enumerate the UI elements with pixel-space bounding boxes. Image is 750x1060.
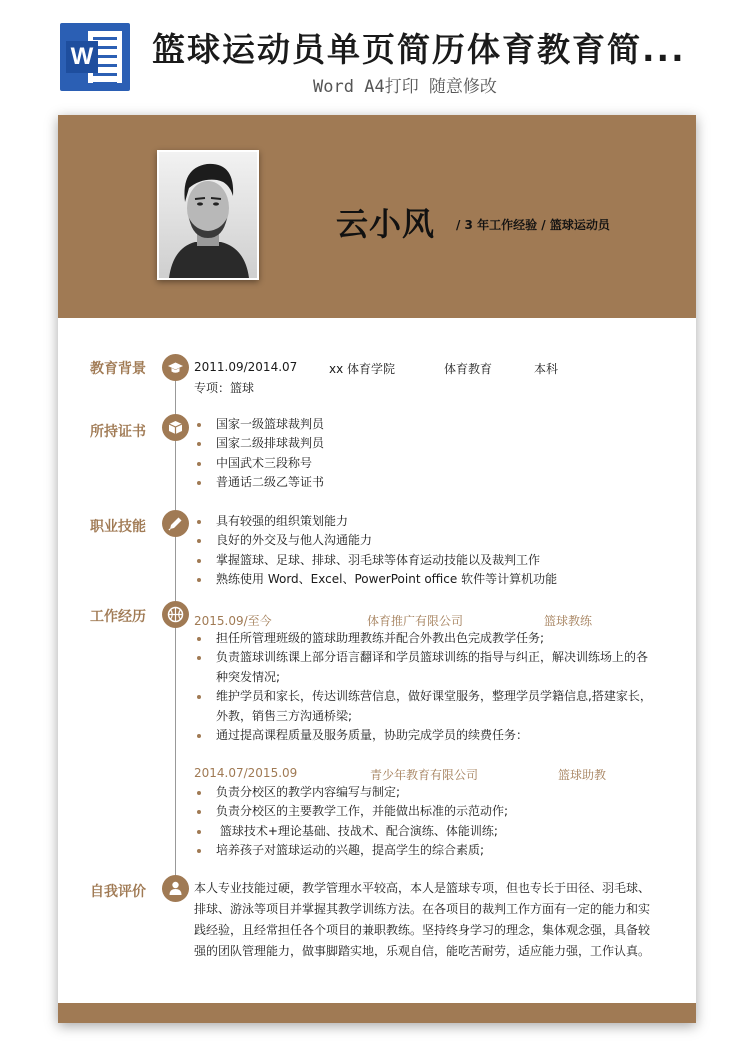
job-2-company: 青少年教育有限公司 [370, 768, 479, 782]
list-item: 普通话二级乙等证书 [194, 473, 324, 492]
document-subtitle: Word A4打印 随意修改 [313, 77, 497, 97]
list-item: 国家二级排球裁判员 [194, 434, 324, 453]
job-2-period: 2014.07/2015.09 [194, 766, 298, 780]
education-row [194, 360, 297, 374]
job-1-role: 篮球教练 [544, 614, 593, 628]
section-title-certificates: 所持证书 [90, 424, 146, 440]
list-item: 负责分校区的主要教学工作，并能做出标准的示范动作; [194, 802, 508, 821]
section-title-work: 工作经历 [90, 609, 146, 625]
education-degree: 本科 [534, 362, 559, 376]
list-item: 担任所管理班级的篮球助理教练并配合外教出色完成教学任务; [194, 629, 652, 648]
profile-photo [157, 150, 259, 280]
education-focus: 专项：篮球 [194, 381, 255, 395]
list-item: 负责篮球训练课上部分语言翻译和学员篮球训练的指导与纠正，解决训练场上的各 种突发情况; [194, 648, 652, 687]
job-2-role: 篮球助教 [558, 768, 607, 782]
list-item: 中国武术三段称号 [194, 454, 324, 473]
section-title-self-eval: 自我评价 [90, 884, 146, 900]
section-title-education: 教育背景 [90, 361, 146, 377]
document-title: 篮球运动员单页简历体育教育简... [152, 30, 686, 69]
list-item: 维护学员和家长，传达训练营信息，做好课堂服务，整理学员学籍信息,搭建家长， 外教，销售三方沟通桥梁; [194, 687, 652, 726]
candidate-name: 云小风 [336, 205, 436, 243]
job-1-company: 体育推广有限公司 [367, 614, 464, 628]
list-item: 培养孩子对篮球运动的兴趣，提高学生的综合素质; [194, 841, 508, 860]
job-1-period: 2015.09/至今 [194, 614, 272, 628]
education-school: xx 体育学院 [329, 362, 396, 376]
job-1-duties [194, 629, 652, 745]
education-period: 2011.09/2014.07 [194, 360, 298, 374]
job-2-duties [194, 783, 508, 861]
graduation-cap-icon [162, 354, 189, 381]
pencil-icon [162, 510, 189, 537]
list-item: 篮球技术+理论基础、技战术、配合演练、体能训练; [194, 822, 508, 841]
section-title-skills: 职业技能 [90, 519, 146, 535]
certificates-list [194, 415, 324, 493]
footer-bar [58, 1003, 696, 1023]
basketball-icon [162, 601, 189, 628]
resume-page [58, 115, 696, 1023]
candidate-tagline: / 3 年工作经验 / 篮球运动员 [456, 218, 610, 232]
skills-list [194, 512, 557, 590]
education-major: 体育教育 [444, 362, 493, 376]
self-eval-text: 本人专业技能过硬，教学管理水平较高，本人是篮球专项，但也专长于田径、羽毛球、 排球、游泳等项目并掌握其教学训练方法。在各项目的裁判工作方面有一定的能力和实 践经验，且经常担任各个项目的兼职教练。坚持终身学习的理念，集体观念强，具备较 强的团队管理能力，做事脚踏实地，乐观自信，能吃苦耐劳，适应能力强，工作认真。 [194, 881, 651, 958]
list-item: 通过提高课程质量及服务质量，协助完成学员的续费任务： [194, 726, 652, 745]
person-icon [162, 875, 189, 902]
list-item: 负责分校区的教学内容编写与制定; [194, 783, 508, 802]
word-letter: W [66, 41, 98, 73]
certificate-box-icon [162, 414, 189, 441]
list-item: 良好的外交及与他人沟通能力 [194, 531, 557, 550]
list-item: 掌握篮球、足球、排球、羽毛球等体育运动技能以及裁判工作 [194, 551, 557, 570]
list-item: 具有较强的组织策划能力 [194, 512, 557, 531]
profile-banner [58, 115, 696, 318]
list-item: 熟练使用 Word、Excel、PowerPoint office 软件等计算机功能 [194, 570, 557, 589]
document-header [0, 0, 750, 100]
list-item: 国家一级篮球裁判员 [194, 415, 324, 434]
